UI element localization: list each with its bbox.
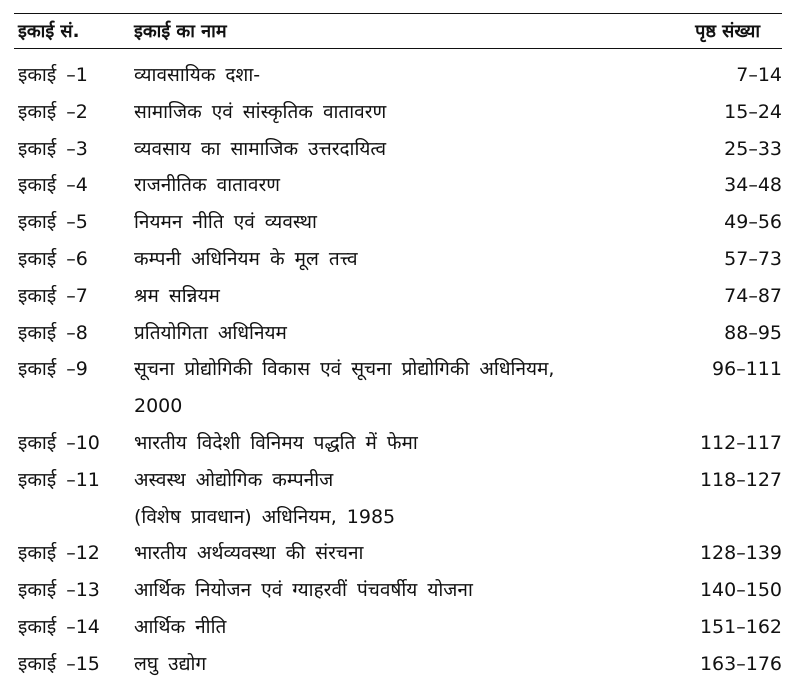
unit-number: इकाई –11 [18, 468, 100, 491]
unit-name-line: आर्थिक नीति [134, 615, 227, 638]
unit-name [134, 609, 652, 646]
unit-number: इकाई –8 [18, 321, 88, 344]
header-unit-name: इकाई का नाम [134, 21, 227, 42]
unit-number: इकाई –9 [18, 358, 88, 381]
unit-name [134, 57, 652, 94]
table-row [14, 204, 782, 241]
page-range: 34–48 [724, 174, 782, 197]
table-row [14, 241, 782, 278]
unit-number: इकाई –5 [18, 211, 88, 234]
unit-name-line: 2000 [134, 395, 183, 418]
page-range: 25–33 [724, 137, 782, 160]
unit-name [134, 462, 652, 536]
unit-name-line: व्यावसायिक दशा- [134, 64, 261, 86]
unit-name [134, 572, 652, 609]
table-row [14, 278, 782, 315]
unit-number: इकाई –3 [18, 137, 88, 160]
unit-name-line: राजनीतिक वातावरण [134, 174, 280, 197]
table-row [14, 167, 782, 204]
page-range: 15–24 [724, 100, 782, 123]
unit-name [134, 646, 652, 683]
unit-name [134, 94, 652, 131]
unit-name-line: कम्पनी अधिनियम के मूल तत्त्व [134, 247, 358, 270]
page-range: 140–150 [699, 579, 782, 602]
header-unit-no: इकाई सं. [18, 21, 80, 42]
unit-name-line: अस्वस्थ ओद्योगिक कम्पनीज [134, 468, 334, 491]
unit-name-line: भारतीय अर्थव्यवस्था की संरचना [134, 542, 364, 565]
unit-number: इकाई –2 [18, 100, 88, 123]
unit-name [134, 167, 652, 204]
unit-number: इकाई –10 [18, 431, 100, 454]
unit-name-line: व्यवसाय का सामाजिक उत्तरदायित्व [134, 137, 387, 160]
page-range: 49–56 [724, 211, 782, 234]
unit-name-line: प्रतियोगिता अधिनियम [134, 321, 287, 344]
table-row [14, 131, 782, 168]
unit-name-line: (विशेष प्रावधान) अधिनियम, 1985 [134, 505, 396, 528]
table-body [14, 49, 782, 683]
page-range: 96–111 [712, 358, 782, 381]
unit-name [134, 278, 652, 315]
page-range: 7–14 [736, 64, 782, 86]
unit-name-line: सामाजिक एवं सांस्कृतिक वातावरण [134, 100, 387, 123]
unit-name-line: भारतीय विदेशी विनिमय पद्धति में फेमा [134, 431, 418, 454]
table-row [14, 57, 782, 94]
table-of-contents [14, 13, 782, 683]
unit-name-line: आर्थिक नियोजन एवं ग्याहरवीं पंचवर्षीय योजना [134, 579, 473, 602]
unit-number: इकाई –15 [18, 652, 100, 675]
table-row [14, 462, 782, 536]
unit-name [134, 535, 652, 572]
page-range: 118–127 [699, 468, 782, 491]
unit-number: इकाई –6 [18, 247, 88, 270]
unit-name [134, 241, 652, 278]
unit-number: इकाई –7 [18, 284, 88, 307]
unit-number: इकाई –1 [18, 64, 88, 86]
page-range: 163–176 [699, 652, 782, 675]
table-row [14, 646, 782, 683]
unit-name-line: सूचना प्रोद्योगिकी विकास एवं सूचना प्रोद्योगिकी अधिनियम, [134, 358, 555, 381]
header-page-no: पृष्ठ संख्या [695, 21, 760, 42]
page-range: 88–95 [724, 321, 782, 344]
table-header [14, 14, 782, 48]
unit-name [134, 131, 652, 168]
page-range: 57–73 [724, 247, 782, 270]
page-range: 151–162 [699, 615, 782, 638]
table-row [14, 609, 782, 646]
unit-name-line: लघु उद्योग [134, 652, 207, 675]
table-row [14, 315, 782, 352]
table-row [14, 425, 782, 462]
table-row [14, 94, 782, 131]
table-row [14, 572, 782, 609]
table-row [14, 351, 782, 425]
unit-number: इकाई –4 [18, 174, 88, 197]
page-range: 128–139 [699, 542, 782, 565]
unit-name-line: नियमन नीति एवं व्यवस्था [134, 211, 317, 234]
unit-name [134, 204, 652, 241]
unit-number: इकाई –14 [18, 615, 100, 638]
page-range: 112–117 [699, 431, 782, 454]
unit-name [134, 315, 652, 352]
unit-name [134, 425, 652, 462]
unit-name-line: श्रम सन्नियम [134, 284, 220, 307]
unit-number: इकाई –12 [18, 542, 100, 565]
page-range: 74–87 [724, 284, 782, 307]
unit-number: इकाई –13 [18, 579, 100, 602]
unit-name [134, 351, 652, 425]
table-row [14, 535, 782, 572]
